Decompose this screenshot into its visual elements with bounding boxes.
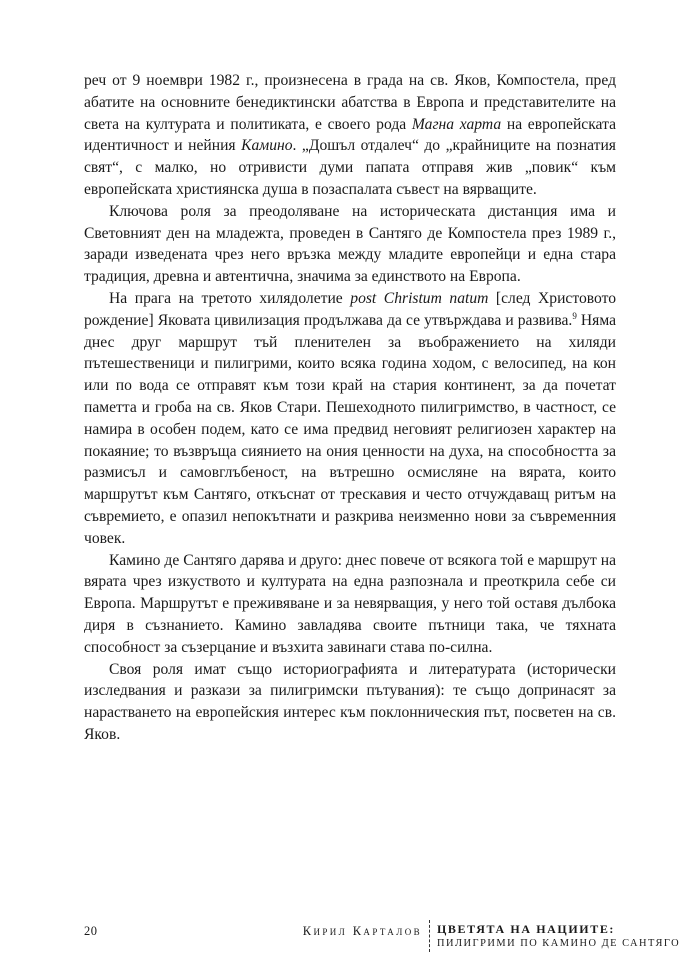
paragraph-5: Своя роля имат също историографията и литературата (исторически изследвания и разкази за пилигримски пътувания): те също допринасят за нарастването на европейския интерес към поклонническия път, посветен на св. Яков. — [84, 660, 616, 743]
paragraph-3-italic-latin: post Christum natum — [350, 289, 489, 307]
footer-divider — [429, 920, 430, 952]
paragraph-1-text-b: на европейската идентичност и нейния — [84, 115, 617, 155]
paragraph-3 — [84, 288, 616, 550]
paragraph-2: Ключова роля за преодоляване на историческата дистанция има и Световният ден на младежта, проведен в Сантяго де Компостела през 1989 г., заради изведената чрез него връзка между младите европейци и една стара традиция, древна и автентична, значима за единството на Европа. — [84, 202, 616, 286]
main-text — [84, 70, 616, 746]
paragraph-3-text-b: [след Христовото рождение] Яковата цивилизация продължава да се утвърждава и развива. — [84, 289, 616, 329]
running-head-book-subtitle: ПИЛИГРИМИ ПО КАМИНО ДЕ САНТЯГО — [437, 938, 681, 949]
paragraph-1-italic-magna-carta: Магна харта — [411, 115, 502, 133]
paragraph-1 — [84, 70, 616, 201]
paragraph-1-text-a: реч от 9 ноември 1982 г., произнесена в града на св. Яков, Компостела, пред абатите на основните бенедиктински абатства в Европа и представителите на света на културата и политиката, е своего рода — [84, 72, 616, 133]
running-head-book-title: ЦВЕТЯТА НА НАЦИИТЕ: — [437, 922, 616, 936]
page-footer — [84, 920, 681, 956]
paragraph-1-text-c: . „Дошъл отдалеч“ до „крайниците на познатия свят“, с малко, но отривисти думи папата отправя жив „повик“ към европейската християнска душа в позаспалата съвест на вярващите. — [84, 137, 616, 198]
footnote-reference[interactable]: 9 — [572, 310, 577, 321]
running-head-author: Кирил Карталов — [302, 924, 422, 938]
page-number: 20 — [84, 924, 98, 938]
paragraph-3-text-c: Няма днес друг маршрут тъй пленителен за въображението на хиляди пътешественици и пилигрими, които всяка година ходом, с велосипед, на кон или по вода се отправят към този край на стария континент, за да почетат паметта и гроба на св. Яков Стари. Пешеходното пилигримство, в частност, се намира в особен подем, като се има предвид неговият религиозен характер на покаяние; то възвръща сиянието на ония ценности на духа, на способността за размисъл и самовглъбеност, на вътрешно осмисляне на вярата, които маршрутът към Сантяго, откъснат от трескавия и често отчуждаващ ритъм на съвремието, е опазил непокътнати и разкрива неизменно нови за съвременния човек. — [84, 311, 617, 547]
paragraph-1-italic-camino: Камино — [241, 137, 293, 155]
paragraph-4: Камино де Сантяго дарява и друго: днес повече от всякога той е маршрут на вярата чрез изкуството и културата на една разпознала и преоткрила себе си Европа. Маршрутът е преживяване и за невярващия, у него той оставя дълбока диря в съзнанието. Камино завладява своите пътници така, че тяхната способност за съзерцание и възхита завинаги става по-силна. — [84, 551, 616, 656]
paragraph-3-text-a: На прага на третото хилядолетие — [109, 289, 351, 307]
